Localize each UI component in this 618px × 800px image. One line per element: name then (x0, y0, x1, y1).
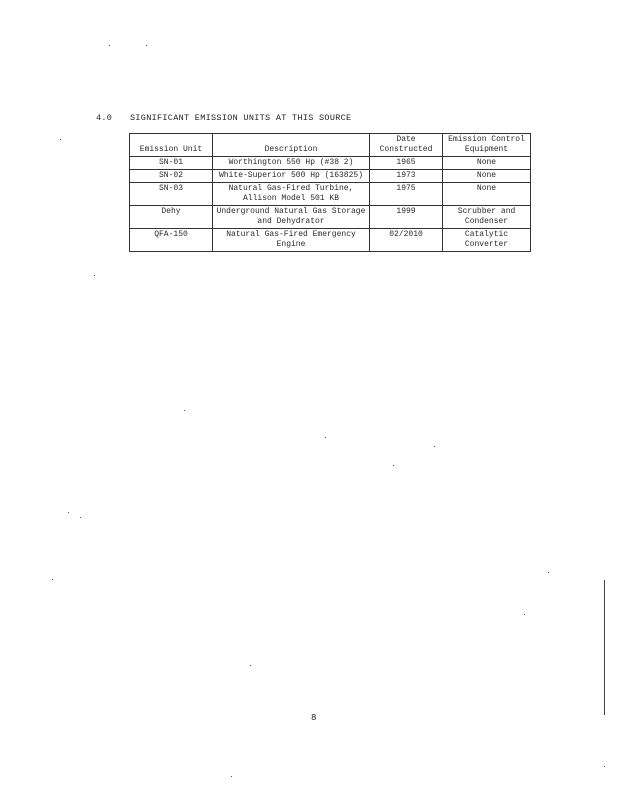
scan-speck (146, 45, 147, 46)
cell-unit: QFA-150 (130, 229, 213, 252)
cell-date: 1973 (370, 170, 443, 183)
header-description: Description (213, 134, 370, 157)
cell-control: None (443, 183, 531, 206)
table-row (130, 170, 531, 183)
cell-unit: SN-01 (130, 157, 213, 170)
scan-speck (604, 766, 605, 767)
cell-date: 1975 (370, 183, 443, 206)
section-title: SIGNIFICANT EMISSION UNITS AT THIS SOURCE (130, 113, 352, 123)
table-row (130, 229, 531, 252)
cell-description: Natural Gas-Fired Turbine, Allison Model 501 KB (213, 183, 370, 206)
page-number: 8 (311, 713, 317, 723)
cell-description: Natural Gas-Fired Emergency Engine (213, 229, 370, 252)
cell-control: Catalytic Converter (443, 229, 531, 252)
scan-speck (94, 275, 95, 276)
cell-date: 1999 (370, 206, 443, 229)
scan-speck (109, 45, 110, 46)
scan-speck (60, 139, 61, 140)
scan-speck (68, 512, 69, 513)
scan-speck (184, 410, 185, 411)
emission-units-table (129, 133, 531, 252)
cell-description: Worthington 550 Hp (#38 2) (213, 157, 370, 170)
cell-description: White-Superior 500 Hp (163825) (213, 170, 370, 183)
cell-control: Scrubber and Condenser (443, 206, 531, 229)
table-row (130, 157, 531, 170)
scan-speck (250, 665, 251, 666)
cell-unit: SN-03 (130, 183, 213, 206)
header-emission-unit: Emission Unit (130, 134, 213, 157)
scan-speck (393, 465, 394, 466)
cell-unit: SN-02 (130, 170, 213, 183)
cell-unit: Dehy (130, 206, 213, 229)
cell-control: None (443, 170, 531, 183)
table-header-row (130, 134, 531, 157)
scan-speck (52, 579, 53, 580)
scan-edge-line (604, 580, 605, 715)
scan-speck (548, 572, 549, 573)
cell-date: 1965 (370, 157, 443, 170)
header-date-constructed: Date Constructed (370, 134, 443, 157)
cell-date: 02/2010 (370, 229, 443, 252)
cell-description: Underground Natural Gas Storage and Dehydrator (213, 206, 370, 229)
scan-speck (524, 614, 525, 615)
scan-speck (231, 776, 232, 777)
section-heading (96, 113, 351, 123)
table-row (130, 183, 531, 206)
section-number: 4.0 (96, 113, 113, 123)
scan-speck (80, 517, 81, 518)
scan-speck (434, 446, 435, 447)
table-row (130, 206, 531, 229)
cell-control: None (443, 157, 531, 170)
header-control-equipment: Emission Control Equipment (443, 134, 531, 157)
scan-speck (325, 437, 326, 438)
